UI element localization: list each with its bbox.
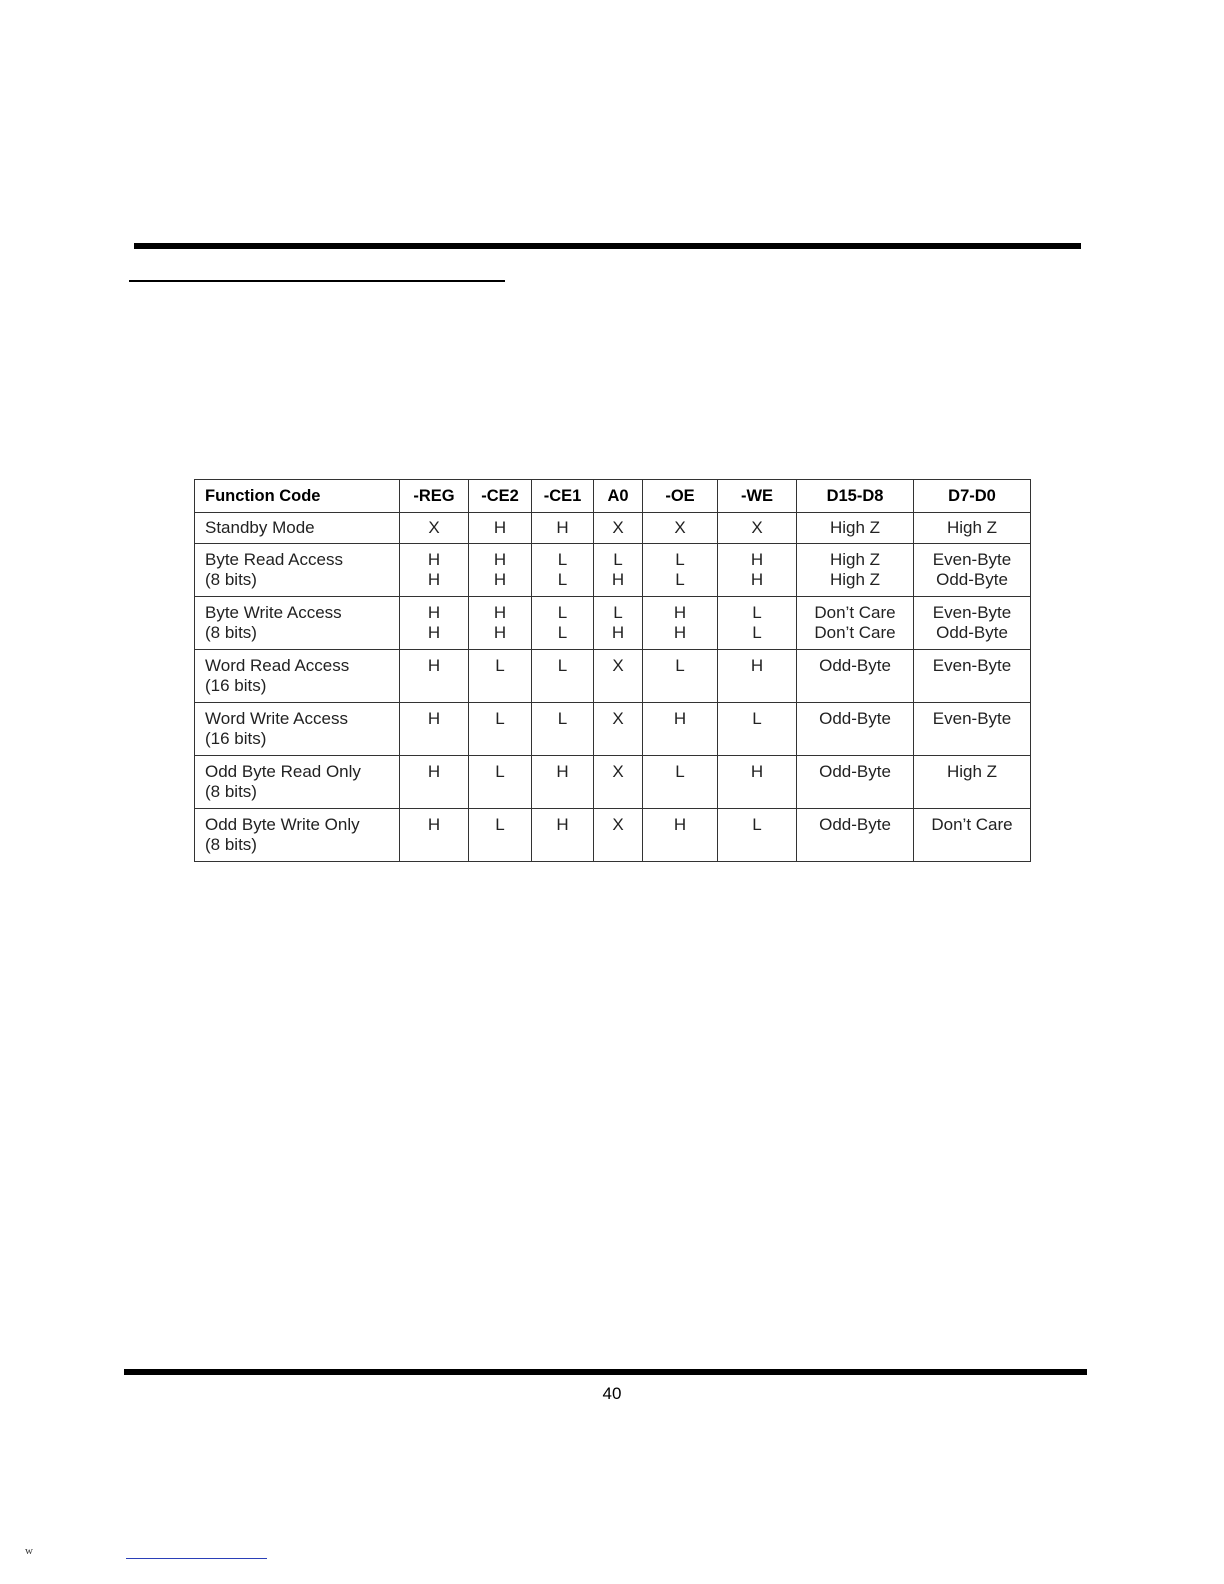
cell-text: X	[612, 518, 624, 537]
cell-text: (8 bits)	[205, 570, 257, 589]
cell-text: H	[611, 623, 625, 642]
cell-text: High Z	[829, 570, 881, 589]
oe-cell	[643, 513, 718, 544]
header-rule	[134, 243, 1081, 249]
we-cell	[718, 703, 797, 756]
cell-text: L	[495, 762, 505, 781]
cell-text: L	[557, 570, 568, 589]
cell-text: H	[427, 709, 441, 728]
cell-text: H	[493, 603, 507, 622]
ce1-cell	[532, 703, 594, 756]
table-row	[195, 513, 1031, 544]
cell-text: H	[427, 623, 441, 642]
cell-text: H	[673, 815, 687, 834]
cell-text: X	[612, 656, 624, 675]
function-cell	[195, 597, 400, 650]
d7-d0-cell	[914, 703, 1031, 756]
oe-cell	[643, 597, 718, 650]
we-cell	[718, 597, 797, 650]
cell-text: Standby Mode	[205, 518, 315, 537]
cell-text: Even-Byte	[932, 550, 1012, 569]
table-row	[195, 756, 1031, 809]
reg-cell	[400, 756, 469, 809]
reg-cell	[400, 650, 469, 703]
table-row	[195, 544, 1031, 597]
ce2-cell	[469, 809, 532, 862]
d15-d8-cell	[797, 703, 914, 756]
footer-rule	[124, 1369, 1087, 1375]
d15-d8-cell	[797, 756, 914, 809]
cell-text: X	[612, 762, 624, 781]
cell-text: X	[612, 815, 624, 834]
cell-text: L	[557, 603, 568, 622]
a0-cell	[594, 544, 643, 597]
cell-text: Don’t Care	[814, 623, 896, 642]
cell-text: L	[613, 550, 623, 569]
cell-text: H	[493, 623, 507, 642]
cell-text: Odd-Byte	[819, 815, 891, 834]
cell-text: H	[750, 656, 764, 675]
d7-d0-cell	[914, 544, 1031, 597]
table-row	[195, 597, 1031, 650]
cell-text: (8 bits)	[205, 835, 257, 854]
cell-text: L	[495, 656, 505, 675]
cell-text: Don’t Care	[814, 603, 896, 622]
cell-text: L	[752, 709, 762, 728]
cell-text: Byte Write Access	[205, 603, 342, 622]
cell-text: H	[427, 762, 441, 781]
function-cell	[195, 809, 400, 862]
ce2-cell	[469, 513, 532, 544]
cell-text: L	[495, 709, 505, 728]
cell-text: (8 bits)	[205, 782, 257, 801]
cell-text: L	[557, 623, 568, 642]
cell-text: H	[427, 550, 441, 569]
ce1-cell	[532, 650, 594, 703]
cell-text: L	[675, 570, 685, 589]
cell-text: H	[556, 518, 569, 537]
cell-text: H	[493, 550, 507, 569]
cell-text: H	[427, 815, 441, 834]
header-oe: -OE	[643, 480, 718, 513]
d15-d8-cell	[797, 650, 914, 703]
ce2-cell	[469, 756, 532, 809]
function-cell	[195, 650, 400, 703]
table-body	[195, 513, 1031, 862]
cell-text: Odd Byte Write Only	[205, 815, 360, 834]
reg-cell	[400, 544, 469, 597]
section-underline	[129, 280, 505, 282]
oe-cell	[643, 650, 718, 703]
cell-text: H	[493, 570, 507, 589]
footer-mark: w	[25, 1545, 33, 1557]
cell-text: X	[428, 518, 440, 537]
header-d15-d8: D15-D8	[797, 480, 914, 513]
header-ce1: -CE1	[532, 480, 594, 513]
we-cell	[718, 544, 797, 597]
cell-text: (8 bits)	[205, 623, 257, 642]
cell-text: L	[675, 550, 685, 569]
header-a0: A0	[594, 480, 643, 513]
reg-cell	[400, 597, 469, 650]
cell-text: Byte Read Access	[205, 550, 343, 569]
cell-text: Odd-Byte	[819, 762, 891, 781]
cell-text: L	[557, 656, 568, 675]
table-row	[195, 809, 1031, 862]
cell-text: (16 bits)	[205, 676, 267, 695]
d7-d0-cell	[914, 513, 1031, 544]
table-header-row	[195, 480, 1031, 513]
cell-text: H	[611, 570, 625, 589]
oe-cell	[643, 809, 718, 862]
cell-text: L	[495, 815, 505, 834]
cell-text: High Z	[829, 518, 881, 537]
reg-cell	[400, 513, 469, 544]
cell-text: X	[612, 709, 624, 728]
oe-cell	[643, 544, 718, 597]
cell-text: Even-Byte	[932, 656, 1012, 675]
header-d7-d0: D7-D0	[914, 480, 1031, 513]
ce1-cell	[532, 513, 594, 544]
function-cell	[195, 544, 400, 597]
reg-cell	[400, 703, 469, 756]
ce2-cell	[469, 703, 532, 756]
ce2-cell	[469, 597, 532, 650]
header-reg: -REG	[400, 480, 469, 513]
function-cell	[195, 756, 400, 809]
cell-text: L	[557, 709, 568, 728]
a0-cell	[594, 703, 643, 756]
function-cell	[195, 703, 400, 756]
header-we: -WE	[718, 480, 797, 513]
cell-text: L	[557, 550, 568, 569]
cell-text: L	[675, 656, 685, 675]
cell-text: L	[675, 762, 685, 781]
d7-d0-cell	[914, 809, 1031, 862]
cell-text: Odd-Byte	[819, 656, 891, 675]
a0-cell	[594, 756, 643, 809]
function-code-table	[194, 479, 1031, 862]
cell-text: H	[556, 762, 569, 781]
cell-text: H	[556, 815, 569, 834]
d15-d8-cell	[797, 597, 914, 650]
d15-d8-cell	[797, 809, 914, 862]
cell-text: H	[427, 656, 441, 675]
cell-text: H	[750, 570, 764, 589]
we-cell	[718, 650, 797, 703]
cell-text: Odd-Byte	[936, 623, 1008, 642]
ce1-cell	[532, 756, 594, 809]
cell-text: L	[752, 603, 762, 622]
reg-cell	[400, 809, 469, 862]
ce1-cell	[532, 544, 594, 597]
cell-text: H	[673, 709, 687, 728]
cell-text: Odd Byte Read Only	[205, 762, 361, 781]
footer-link-line[interactable]	[126, 1558, 267, 1559]
cell-text: H	[673, 603, 687, 622]
table-row	[195, 703, 1031, 756]
cell-text: X	[674, 518, 686, 537]
a0-cell	[594, 513, 643, 544]
cell-text: H	[427, 603, 441, 622]
cell-text: Don’t Care	[931, 815, 1013, 834]
cell-text: X	[751, 518, 763, 537]
cell-text: Even-Byte	[932, 709, 1012, 728]
cell-text: H	[493, 518, 507, 537]
cell-text: Even-Byte	[932, 603, 1012, 622]
cell-text: Odd-Byte	[936, 570, 1008, 589]
a0-cell	[594, 809, 643, 862]
table-row	[195, 650, 1031, 703]
we-cell	[718, 756, 797, 809]
we-cell	[718, 809, 797, 862]
cell-text: L	[613, 603, 623, 622]
cell-text: Word Write Access	[205, 709, 348, 728]
d15-d8-cell	[797, 544, 914, 597]
header-ce2: -CE2	[469, 480, 532, 513]
oe-cell	[643, 756, 718, 809]
ce1-cell	[532, 809, 594, 862]
d15-d8-cell	[797, 513, 914, 544]
d7-d0-cell	[914, 756, 1031, 809]
d7-d0-cell	[914, 650, 1031, 703]
page-number: 40	[602, 1384, 622, 1403]
cell-text: L	[752, 815, 762, 834]
ce2-cell	[469, 650, 532, 703]
d7-d0-cell	[914, 597, 1031, 650]
ce1-cell	[532, 597, 594, 650]
header-function-code: Function Code	[195, 480, 400, 513]
a0-cell	[594, 597, 643, 650]
cell-text: High Z	[829, 550, 881, 569]
we-cell	[718, 513, 797, 544]
ce2-cell	[469, 544, 532, 597]
function-cell	[195, 513, 400, 544]
cell-text: Odd-Byte	[819, 709, 891, 728]
cell-text: H	[750, 550, 764, 569]
cell-text: (16 bits)	[205, 729, 267, 748]
a0-cell	[594, 650, 643, 703]
cell-text: H	[673, 623, 687, 642]
cell-text: High Z	[946, 518, 998, 537]
cell-text: H	[427, 570, 441, 589]
cell-text: High Z	[946, 762, 998, 781]
cell-text: H	[750, 762, 764, 781]
oe-cell	[643, 703, 718, 756]
cell-text: L	[752, 623, 762, 642]
cell-text: Word Read Access	[205, 656, 350, 675]
